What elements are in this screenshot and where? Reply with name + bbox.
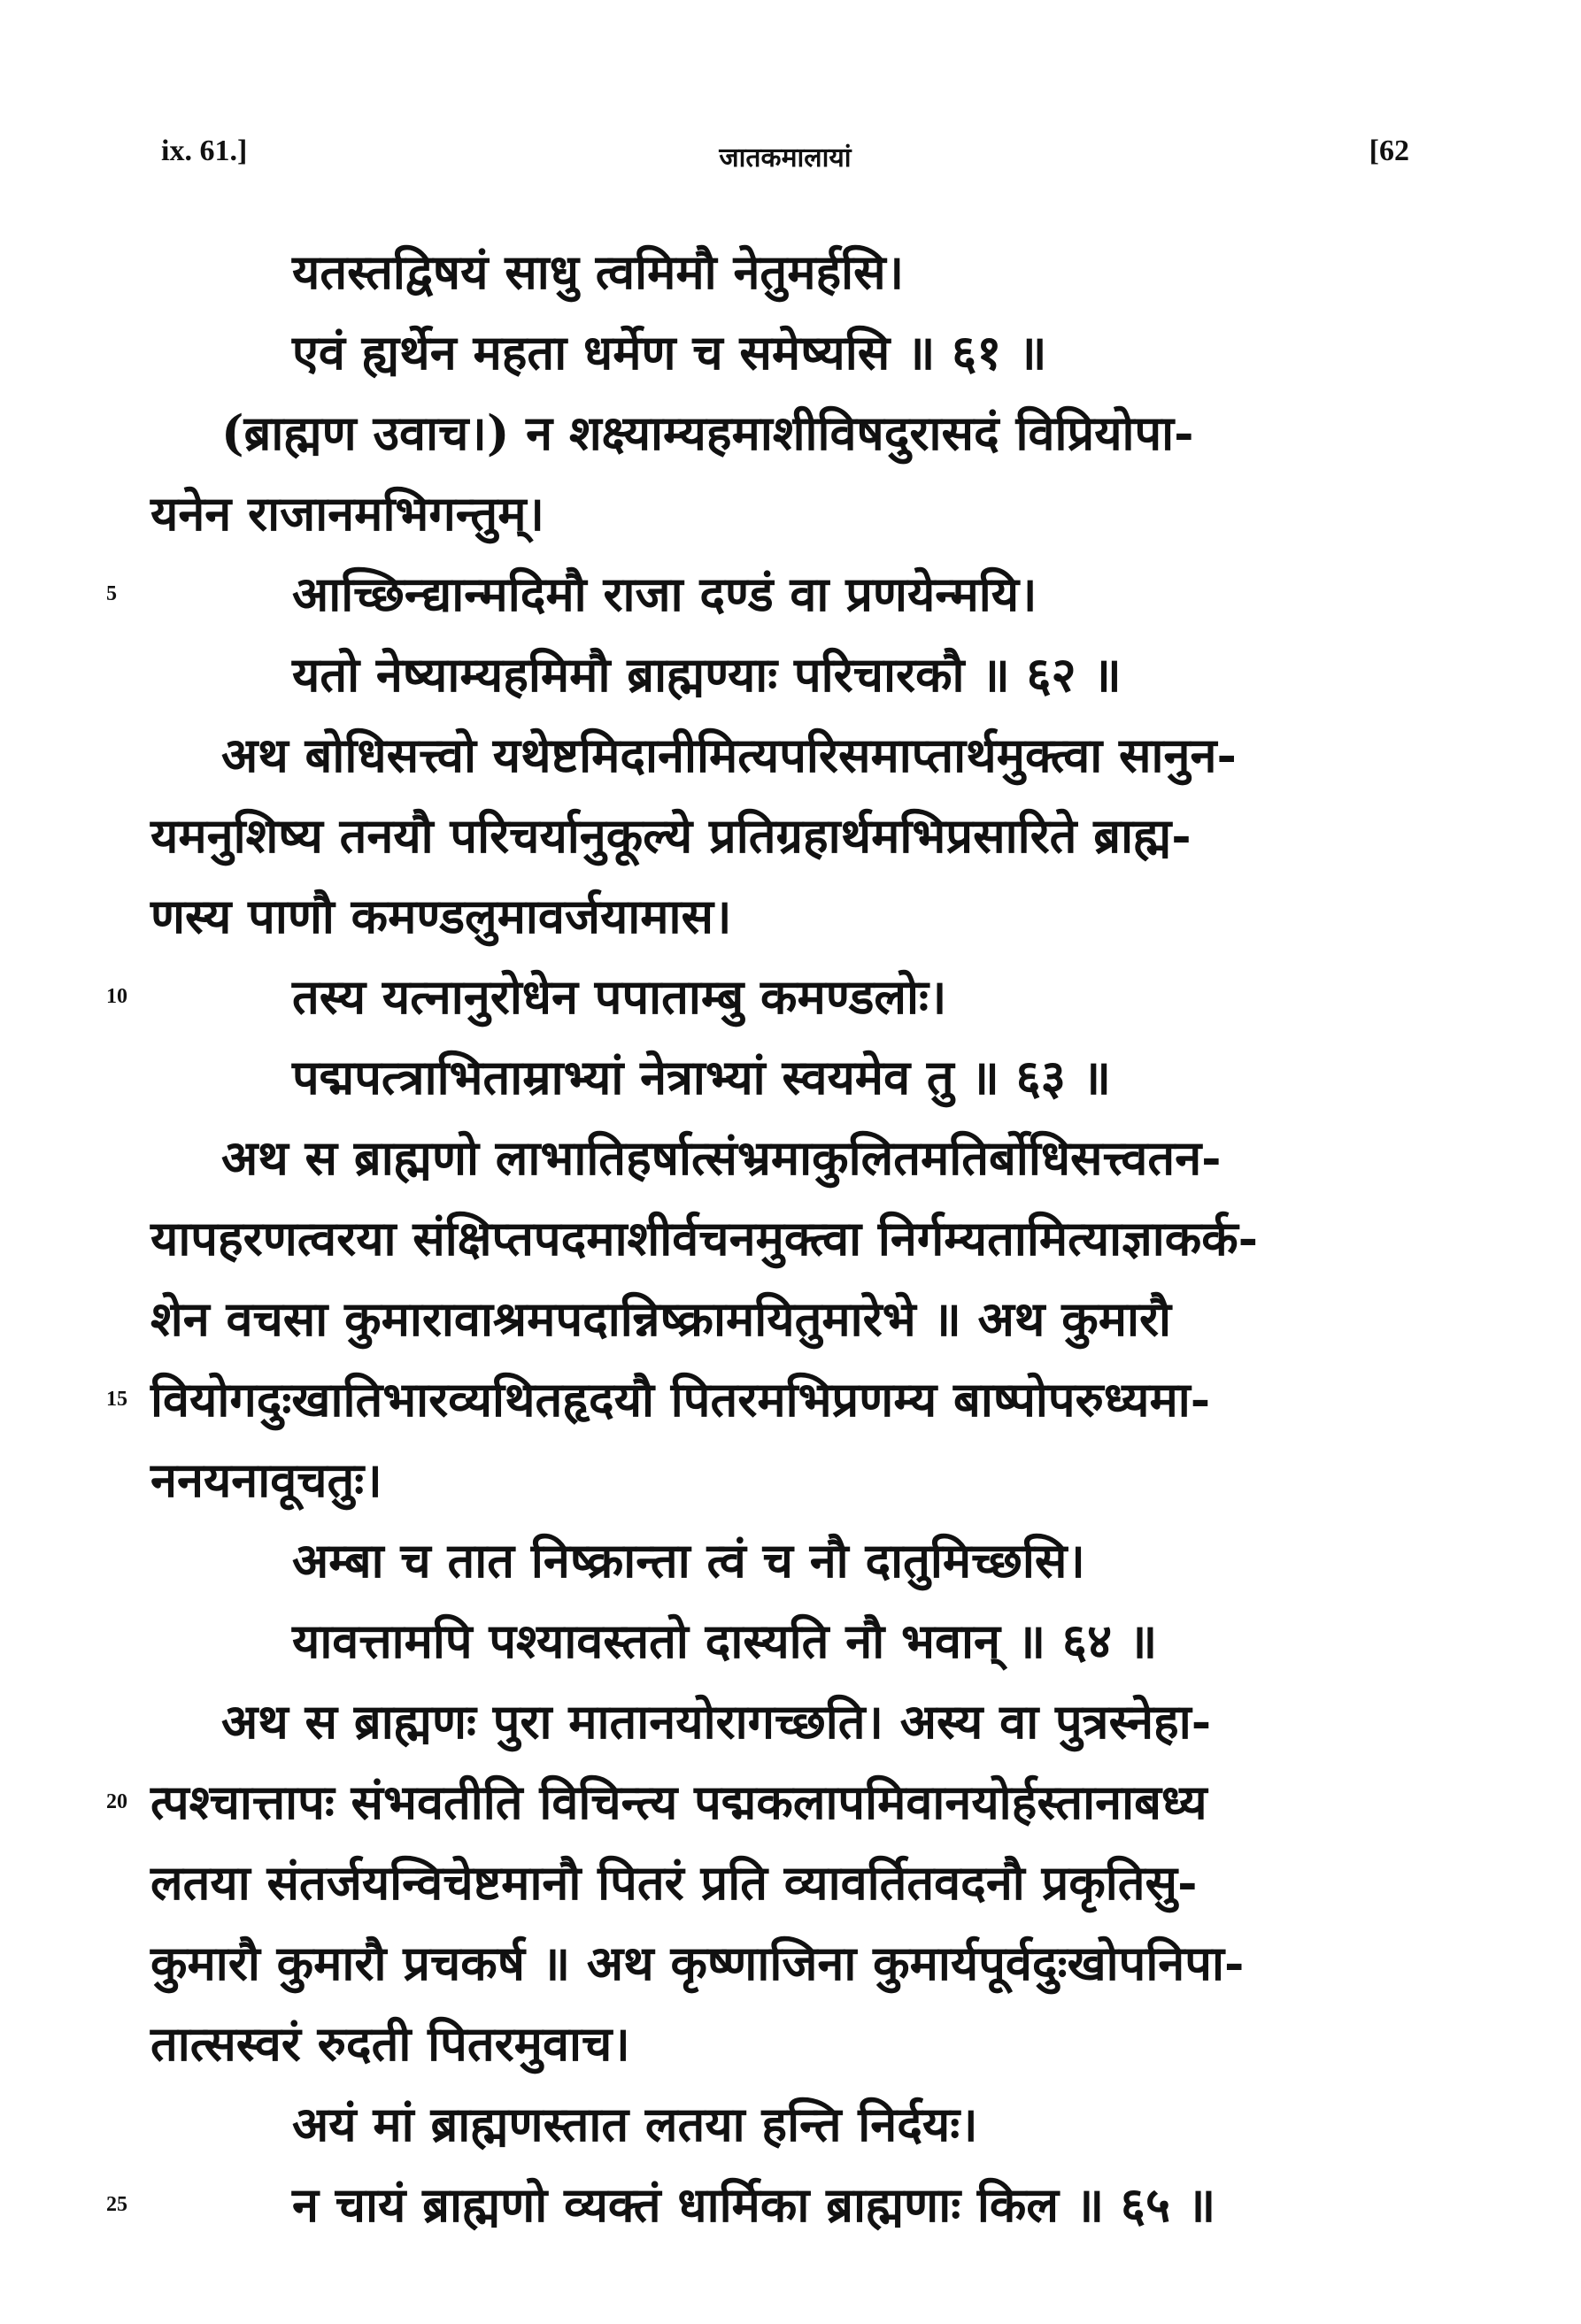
line-text: यमनुशिष्य तनयौ परिचर्यानुकूल्ये प्रतिग्रहार्थमभिप्रसारिते ब्राह्म- xyxy=(150,807,1192,864)
text-line xyxy=(150,2004,1416,2084)
line-text: शेन वचसा कुमारावाश्रमपदान्निष्क्रामयितुमारेभे ॥ अथ कुमारौ xyxy=(150,1290,1172,1347)
line-text: आच्छिन्द्यान्मदिमौ राजा दण्डं वा प्रणयेन्मयि। xyxy=(292,566,1037,622)
text-line xyxy=(150,876,1416,957)
text-line xyxy=(150,715,1416,796)
text-line xyxy=(150,473,1416,554)
main-text-block xyxy=(106,232,1416,2245)
line-number: 5 xyxy=(106,582,117,605)
text-line xyxy=(150,312,1416,393)
line-text: अथ स ब्राह्मणो लाभातिहर्षात्संभ्रमाकुलितमतिर्बोधिसत्त्वतन- xyxy=(221,1129,1222,1186)
line-text: यतो नेष्याम्यहमिमौ ब्राह्मण्याः परिचारकौ ॥ ६२ ॥ xyxy=(292,646,1122,703)
text-line xyxy=(150,635,1416,715)
line-text: वियोगदुःखातिभारव्यथितहृदयौ पितरमभिप्रणम्य बाष्पोपरुध्यमा- xyxy=(150,1371,1211,1427)
line-text: णस्य पाणौ कमण्डलुमावर्जयामास। xyxy=(150,888,732,944)
text-line xyxy=(150,1198,1416,1279)
text-line xyxy=(150,1279,1416,1359)
text-line xyxy=(150,1681,1416,1762)
line-text: ननयनावूचतुः। xyxy=(150,1451,382,1508)
text-line xyxy=(150,796,1416,876)
text-line xyxy=(150,1923,1416,2004)
header-verse-reference: ix. 61.] xyxy=(161,135,248,167)
line-text: अथ बोधिसत्त्वो यथेष्टमिदानीमित्यपरिसमाप्तार्थमुक्त्वा सानुन- xyxy=(221,727,1237,783)
running-header xyxy=(161,135,1409,188)
line-number: 10 xyxy=(106,985,127,1008)
line-text: (ब्राह्मण उवाच।) न शक्ष्याम्यहमाशीविषदुरासदं विप्रियोपा- xyxy=(221,404,1194,461)
text-line xyxy=(150,1440,1416,1520)
text-line xyxy=(150,1037,1416,1118)
line-text: यापहरणत्वरया संक्षिप्तपदमाशीर्वचनमुक्त्वा निर्गम्यतामित्याज्ञाकर्क- xyxy=(150,1210,1259,1266)
line-text: त्पश्चात्तापः संभवतीति विचिन्त्य पद्मकलापमिवानयोर्हस्तानाबध्य xyxy=(150,1774,1207,1830)
line-text: एवं ह्यर्थेन महता धर्मेण च समेष्यसि ॥ ६१ ॥ xyxy=(292,324,1047,381)
line-text: तात्सस्वरं रुदती पितरमुवाच। xyxy=(150,2015,630,2072)
line-number: 20 xyxy=(106,1790,127,1813)
line-text: यावत्तामपि पश्यावस्ततो दास्यति नौ भवान् ॥ ६४ ॥ xyxy=(292,1612,1158,1669)
text-line xyxy=(150,1843,1416,1923)
text-line xyxy=(106,1762,1416,1843)
text-line xyxy=(150,1118,1416,1198)
line-text: न चायं ब्राह्मणो व्यक्तं धार्मिका ब्राह्मणाः किल ॥ ६५ ॥ xyxy=(292,2176,1216,2233)
header-page-number: [62 xyxy=(1369,135,1409,167)
text-line xyxy=(106,2165,1416,2245)
line-text: अयं मां ब्राह्मणस्तात लतया हन्ति निर्दयः। xyxy=(292,2096,978,2152)
line-text: लतया संतर्जयन्विचेष्टमानौ पितरं प्रति व्यावर्तितवदनौ प्रकृतिसु- xyxy=(150,1854,1198,1911)
line-number: 25 xyxy=(106,2193,127,2216)
line-text: अम्बा च तात निष्क्रान्ता त्वं च नौ दातुमिच्छसि। xyxy=(292,1532,1085,1589)
text-line xyxy=(150,1520,1416,1601)
text-line xyxy=(106,554,1416,635)
text-line xyxy=(106,1359,1416,1440)
text-line xyxy=(150,1601,1416,1681)
line-text: पद्मपत्त्राभिताम्राभ्यां नेत्राभ्यां स्वयमेव तु ॥ ६३ ॥ xyxy=(292,1049,1111,1105)
text-line xyxy=(150,232,1416,312)
line-text: तस्य यत्नानुरोधेन पपाताम्बु कमण्डलोः। xyxy=(292,968,947,1025)
line-text: कुमारौ कुमारौ प्रचकर्ष ॥ अथ कृष्णाजिना कुमार्यपूर्वदुःखोपनिपा- xyxy=(150,1935,1245,1991)
header-book-title: जातकमालायां xyxy=(719,143,852,173)
text-line xyxy=(106,957,1416,1037)
line-number: 15 xyxy=(106,1388,127,1411)
text-line xyxy=(150,2084,1416,2165)
line-text: यतस्तद्विषयं साधु त्वमिमौ नेतुमर्हसि। xyxy=(292,243,905,300)
line-text: यनेन राजानमभिगन्तुम्। xyxy=(150,485,544,542)
line-text: अथ स ब्राह्मणः पुरा मातानयोरागच्छति। अस्य वा पुत्रस्नेहा- xyxy=(221,1693,1212,1750)
text-line xyxy=(150,393,1416,473)
